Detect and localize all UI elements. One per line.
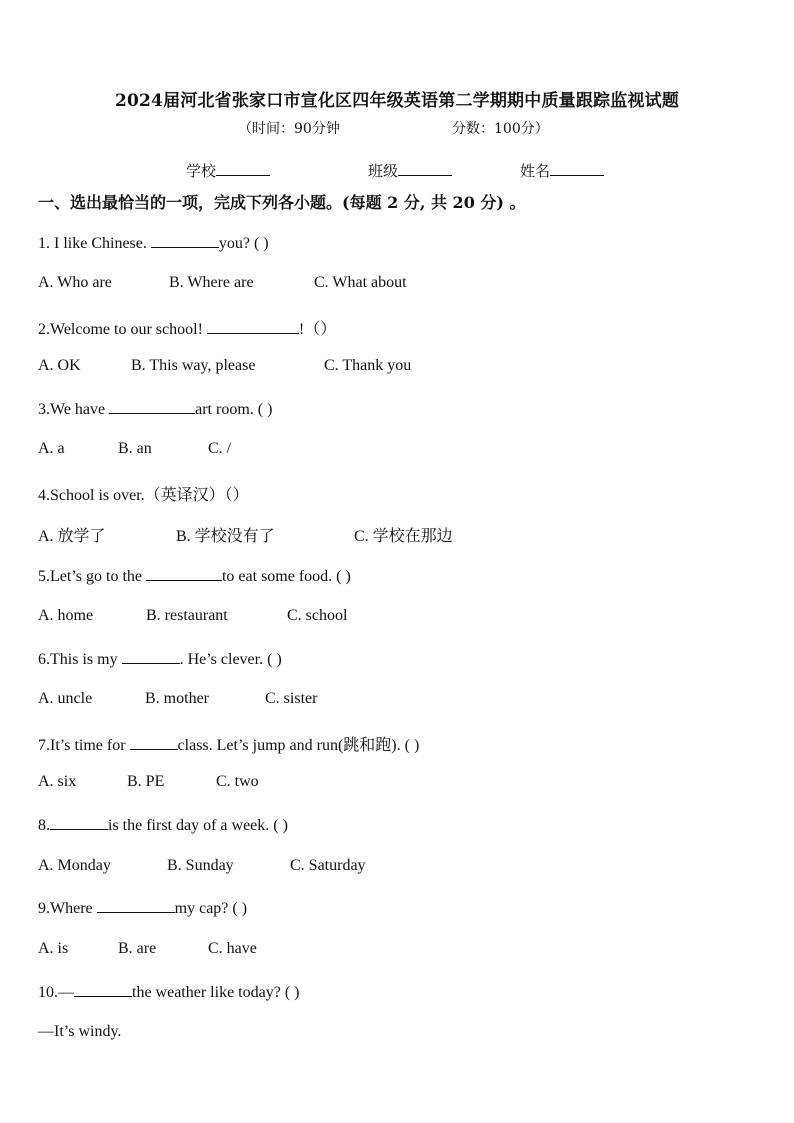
option-a[interactable]: A. 放学了 (38, 528, 106, 545)
option-b[interactable]: B. 学校没有了 (176, 528, 275, 545)
question-6 (38, 649, 282, 669)
answer-blank[interactable] (109, 399, 195, 414)
option-c[interactable]: C. Thank you (324, 357, 412, 374)
options-5 (38, 607, 538, 627)
question-text: . He’s clever. ( ) (179, 651, 282, 668)
option-a[interactable]: A. home (38, 607, 94, 624)
option-c[interactable]: C. 学校在那边 (354, 528, 453, 545)
question-2 (38, 316, 336, 339)
question-text: my cap? ( ) (174, 900, 248, 917)
answer-blank[interactable] (74, 982, 132, 997)
name-blank[interactable] (550, 161, 604, 176)
option-c[interactable]: C. two (216, 773, 259, 790)
answer-blank[interactable] (146, 566, 222, 581)
question-8 (38, 815, 288, 835)
school-field[interactable] (186, 160, 270, 181)
option-c[interactable]: C. school (287, 607, 348, 624)
question-text: !（） (298, 321, 337, 338)
option-a[interactable]: A. OK (38, 357, 81, 374)
options-8 (38, 857, 538, 877)
school-blank[interactable] (216, 161, 270, 176)
option-b[interactable]: B. PE (127, 773, 165, 790)
class-label: 班级 (368, 162, 399, 180)
question-7 (38, 732, 419, 755)
options-1 (38, 274, 538, 294)
option-a[interactable]: A. a (38, 440, 65, 457)
option-a[interactable]: A. Monday (38, 857, 111, 874)
answer-blank[interactable] (122, 649, 180, 664)
question-text: 6.This is my (38, 651, 122, 668)
question-text: 7.It’s time for (38, 737, 130, 754)
question-text: you? ( ) (218, 235, 269, 252)
question-text: 5.Let’s go to the (38, 568, 146, 585)
question-text: 4.School is over.（英译汉）（） (38, 487, 249, 504)
exam-time: （时间：90分钟 (238, 121, 340, 137)
question-text: 2.Welcome to our school! (38, 321, 207, 338)
question-text: art room. ( ) (195, 401, 273, 418)
school-label: 学校 (186, 162, 217, 180)
question-10 (38, 982, 299, 1002)
options-9 (38, 940, 538, 960)
question-5 (38, 566, 351, 586)
question-3 (38, 399, 272, 419)
question-text: 1. I like Chinese. (38, 235, 151, 252)
option-a[interactable]: A. uncle (38, 690, 93, 707)
class-field[interactable] (368, 160, 452, 181)
answer-blank[interactable] (130, 735, 178, 750)
options-4 (38, 523, 538, 543)
option-c[interactable]: C. have (208, 940, 257, 957)
question-text: to eat some food. ( ) (221, 568, 351, 585)
answer-blank[interactable] (97, 898, 175, 913)
option-b[interactable]: B. are (118, 940, 157, 957)
exam-title: 2024届河北省张家口市宣化区四年级英语第二学期期中质量跟踪监视试题 (114, 91, 680, 111)
answer-blank[interactable] (50, 815, 108, 830)
name-label: 姓名 (520, 162, 551, 180)
option-b[interactable]: B. restaurant (146, 607, 228, 624)
question-9 (38, 898, 247, 918)
question-text: class. Let’s jump and run(跳和跑). ( ) (177, 737, 420, 754)
answer-blank[interactable] (151, 233, 219, 248)
question-text: 3.We have (38, 401, 110, 418)
name-field[interactable] (520, 160, 604, 181)
question-1 (38, 233, 269, 253)
option-a[interactable]: A. is (38, 940, 69, 957)
question-text: 10.— (38, 984, 74, 1001)
options-7 (38, 773, 538, 793)
option-b[interactable]: B. Where are (169, 274, 254, 291)
question-text: the weather like today? ( ) (132, 984, 300, 1001)
options-6 (38, 690, 538, 710)
exam-score: 分数：100分） (452, 121, 549, 137)
class-blank[interactable] (398, 161, 452, 176)
option-b[interactable]: B. mother (145, 690, 209, 707)
question-4 (38, 482, 249, 505)
question-text: 9.Where (38, 900, 97, 917)
option-c[interactable]: C. sister (265, 690, 318, 707)
question-text: is the first day of a week. ( ) (108, 817, 288, 834)
question-text: 8. (38, 817, 50, 834)
option-a[interactable]: A. Who are (38, 274, 112, 291)
options-3 (38, 440, 538, 460)
option-c[interactable]: C. What about (314, 274, 407, 291)
option-b[interactable]: B. Sunday (167, 857, 234, 874)
option-b[interactable]: B. an (118, 440, 152, 457)
option-a[interactable]: A. six (38, 773, 77, 790)
section-heading: 一、选出最恰当的一项，完成下列各小题。(每题 2 分, 共 20 分) 。 (38, 193, 526, 212)
dialogue-answer: —It’s windy. (38, 1023, 122, 1040)
option-b[interactable]: B. This way, please (131, 357, 256, 374)
option-c[interactable]: C. / (208, 440, 232, 457)
answer-blank[interactable] (207, 319, 299, 334)
option-c[interactable]: C. Saturday (290, 857, 366, 874)
options-2 (38, 357, 538, 377)
